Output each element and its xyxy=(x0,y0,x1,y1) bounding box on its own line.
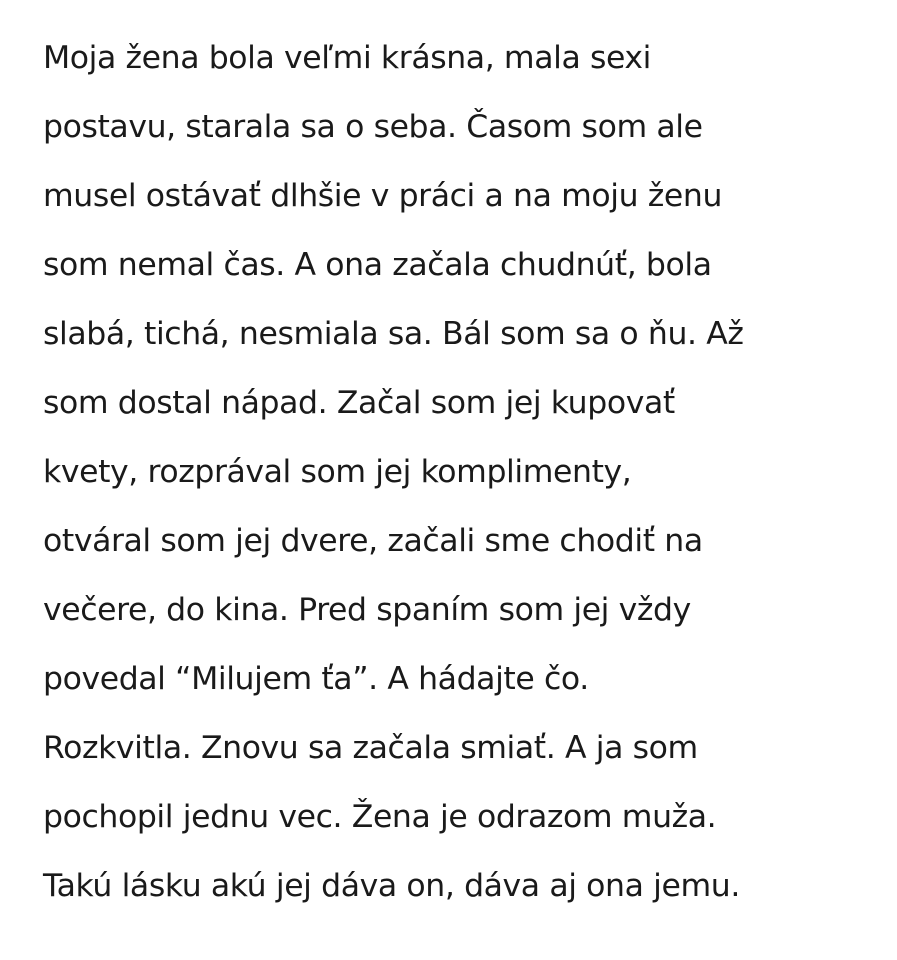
text-line: musel ostávať dlhšie v práci a na moju ženu xyxy=(43,178,723,214)
text-line: som nemal čas. A ona začala chudnúť, bola xyxy=(43,247,712,283)
text-line: postavu, starala sa o seba. Časom som ale xyxy=(43,109,703,145)
text-line: otváral som jej dvere, začali sme chodiť na xyxy=(43,523,703,559)
text-line: pochopil jednu vec. Žena je odrazom muža. xyxy=(43,799,717,835)
text-line: Rozkvitla. Znovu sa začala smiať. A ja som xyxy=(43,730,698,766)
text-line: som dostal nápad. Začal som jej kupovať xyxy=(43,385,675,421)
text-line: večere, do kina. Pred spaním som jej vždy xyxy=(43,592,691,628)
text-line: kvety, rozprával som jej komplimenty, xyxy=(43,454,632,490)
text-line: Takú lásku akú jej dáva on, dáva aj ona jemu. xyxy=(43,868,740,904)
text-line: Moja žena bola veľmi krásna, mala sexi xyxy=(43,40,652,76)
story-paragraph xyxy=(43,24,883,921)
text-line: povedal “Milujem ťa”. A hádajte čo. xyxy=(43,661,589,697)
text-line: slabá, tichá, nesmiala sa. Bál som sa o ňu. Až xyxy=(43,316,744,352)
